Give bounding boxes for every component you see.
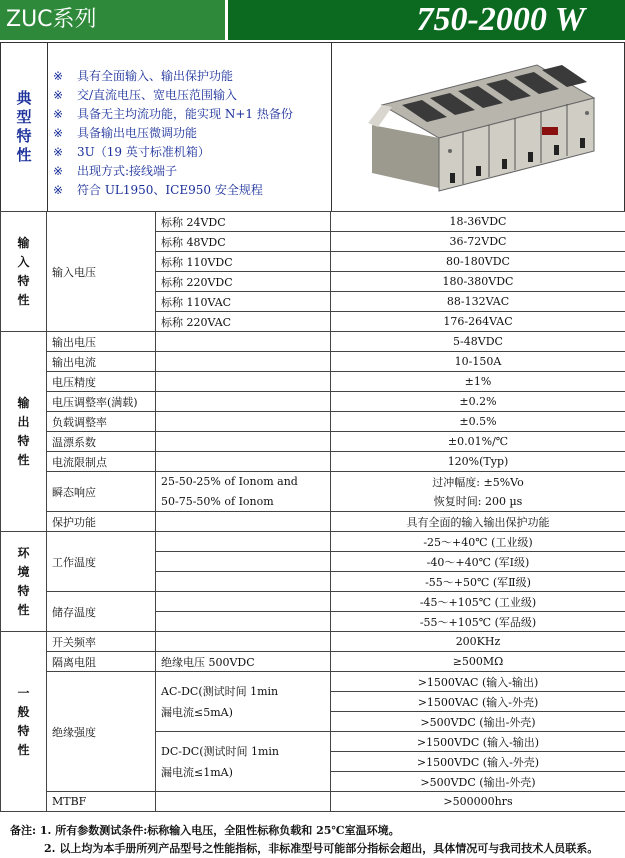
output-group-label xyxy=(1,332,47,532)
table-row xyxy=(1,332,625,352)
condition-cell xyxy=(156,432,331,452)
features-list xyxy=(53,67,333,200)
table-row xyxy=(1,652,625,672)
value-cell: 180-380VDC xyxy=(331,272,625,292)
table-row xyxy=(1,472,625,492)
group-label-char: 特 xyxy=(17,584,29,598)
condition-line: DC-DC(测试时间 1min xyxy=(161,745,279,758)
value-cell: >1500VDC (输入-外壳) xyxy=(331,752,625,772)
value-cell: ±0.01%/℃ xyxy=(331,432,625,452)
condition-cell: 50-75-50% of Ionom xyxy=(156,492,331,512)
table-row xyxy=(1,672,625,692)
value-cell: >500000hrs xyxy=(331,792,625,812)
footnote-text: 2. 以上均为本手册所列产品型号之性能指标，非标准型号可能部分指标会超出，具体情况可与我司技术人员联系。 xyxy=(44,842,598,855)
param-name: 隔离电阻 xyxy=(47,652,156,672)
footnote-1 xyxy=(10,822,598,840)
value-cell: >500VDC (输出-外壳) xyxy=(331,772,625,792)
bullet-mark: ※ xyxy=(53,124,77,143)
condition-cell xyxy=(156,392,331,412)
table-row xyxy=(1,212,625,232)
value-cell: -45～+105℃ (工业级) xyxy=(331,592,625,612)
condition-cell xyxy=(156,452,331,472)
value-cell: 具有全面的输入输出保护功能 xyxy=(331,512,625,532)
table-row xyxy=(1,392,625,412)
condition-cell xyxy=(156,672,331,732)
group-label-char: 特 xyxy=(17,724,29,738)
table-row xyxy=(1,352,625,372)
table-row xyxy=(1,372,625,392)
bullet-mark: ※ xyxy=(53,105,77,124)
condition-cell xyxy=(156,412,331,432)
group-label-char: 境 xyxy=(17,565,29,579)
feature-text: 具有全面输入、输出保护功能 xyxy=(77,69,233,83)
features-label xyxy=(1,43,48,211)
feature-text: 具备无主均流功能，能实现 N+1 热备份 xyxy=(77,107,293,121)
param-name: MTBF xyxy=(47,792,156,812)
condition-cell xyxy=(156,632,331,652)
group-label-char: 性 xyxy=(17,293,29,307)
condition-line: AC-DC(测试时间 1min xyxy=(161,685,278,698)
condition-cell xyxy=(156,552,331,572)
feature-text: 交/直流电压、宽电压范围输入 xyxy=(77,88,237,102)
footnote-2 xyxy=(10,840,598,858)
value-cell: -55～+105℃ (军品级) xyxy=(331,612,625,632)
condition-cell xyxy=(156,532,331,552)
value-cell: ≥500MΩ xyxy=(331,652,625,672)
bullet-mark: ※ xyxy=(53,86,77,105)
feature-item xyxy=(53,143,333,162)
footnote-prefix: 备注: xyxy=(10,824,36,837)
table-row xyxy=(1,412,625,432)
condition-cell xyxy=(156,572,331,592)
table-row xyxy=(1,452,625,472)
value-cell: ±0.5% xyxy=(331,412,625,432)
condition-cell: 绝缘电压 500VDC xyxy=(156,652,331,672)
input-group-label xyxy=(1,212,47,332)
param-name: 绝缘强度 xyxy=(47,672,156,792)
param-name: 保护功能 xyxy=(47,512,156,532)
value-cell: 18-36VDC xyxy=(331,212,625,232)
group-label-char: 般 xyxy=(17,705,29,719)
group-label-char: 性 xyxy=(17,603,29,617)
product-image xyxy=(332,43,625,211)
group-label-char: 特 xyxy=(17,434,29,448)
group-label-char: 环 xyxy=(17,546,29,560)
param-name: 瞬态响应 xyxy=(47,472,156,512)
value-cell: 10-150A xyxy=(331,352,625,372)
condition-cell: 25-50-25% of Ionom and xyxy=(156,472,331,492)
param-name: 输出电流 xyxy=(47,352,156,372)
condition-cell: 标称 110VAC xyxy=(156,292,331,312)
value-cell: 36-72VDC xyxy=(331,232,625,252)
footnotes xyxy=(10,822,598,858)
table-row xyxy=(1,632,625,652)
group-label-char: 出 xyxy=(17,415,29,429)
value-cell: 5-48VDC xyxy=(331,332,625,352)
condition-cell xyxy=(156,792,331,812)
param-name: 输出电压 xyxy=(47,332,156,352)
value-cell: ±1% xyxy=(331,372,625,392)
feature-text: 具备输出电压微调功能 xyxy=(77,126,197,140)
feature-item xyxy=(53,162,333,181)
features-label-char: 典 xyxy=(16,89,31,108)
condition-line: 漏电流≤5mA) xyxy=(161,706,233,719)
header-divider xyxy=(225,0,228,40)
condition-cell xyxy=(156,732,331,792)
bullet-mark: ※ xyxy=(53,162,77,181)
feature-item xyxy=(53,105,333,124)
value-cell: 过冲幅度: ±5%Vo xyxy=(331,472,625,492)
param-name: 输入电压 xyxy=(47,212,156,332)
value-cell: 恢复时间: 200 µs xyxy=(331,492,625,512)
group-label-char: 一 xyxy=(17,686,29,700)
param-name: 储存温度 xyxy=(47,592,156,632)
value-cell: -40～+40℃ (军Ⅰ级) xyxy=(331,552,625,572)
value-cell: 200KHz xyxy=(331,632,625,652)
feature-text: 符合 UL1950、ICE950 安全规程 xyxy=(77,183,263,197)
value-cell: 80-180VDC xyxy=(331,252,625,272)
value-cell: 88-132VAC xyxy=(331,292,625,312)
param-name: 温漂系数 xyxy=(47,432,156,452)
value-cell: >500VDC (输出-外壳) xyxy=(331,712,625,732)
header-bar xyxy=(0,0,625,40)
table-row xyxy=(1,532,625,552)
table-row xyxy=(1,512,625,532)
value-cell: 120%(Typ) xyxy=(331,452,625,472)
bullet-mark: ※ xyxy=(53,67,77,86)
spec-table xyxy=(0,211,625,812)
group-label-char: 输 xyxy=(17,236,29,250)
value-cell: >1500VAC (输入-外壳) xyxy=(331,692,625,712)
condition-cell: 标称 220VDC xyxy=(156,272,331,292)
product-image-cell xyxy=(331,43,625,211)
condition-cell: 标称 48VDC xyxy=(156,232,331,252)
footnote-text: 1. 所有参数测试条件:标称输入电压，全阻性标称负载和 25℃室温环境。 xyxy=(40,824,400,837)
features-section xyxy=(0,42,625,212)
condition-cell: 标称 220VAC xyxy=(156,312,331,332)
feature-item xyxy=(53,181,333,200)
group-label-char: 性 xyxy=(17,743,29,757)
table-row xyxy=(1,792,625,812)
condition-line: 漏电流≤1mA) xyxy=(161,766,233,779)
feature-item xyxy=(53,124,333,143)
condition-cell xyxy=(156,372,331,392)
param-name: 负载调整率 xyxy=(47,412,156,432)
condition-cell: 标称 110VDC xyxy=(156,252,331,272)
bullet-mark: ※ xyxy=(53,143,77,162)
param-name: 电压调整率(满载) xyxy=(47,392,156,412)
param-name: 工作温度 xyxy=(47,532,156,592)
param-name: 电压精度 xyxy=(47,372,156,392)
features-label-char: 性 xyxy=(16,146,31,165)
feature-item xyxy=(53,86,333,105)
group-label-char: 特 xyxy=(17,274,29,288)
value-cell: >1500VDC (输入-输出) xyxy=(331,732,625,752)
bullet-mark: ※ xyxy=(53,181,77,200)
group-label-char: 输 xyxy=(17,396,29,410)
feature-text: 出现方式:接线端子 xyxy=(77,164,177,178)
env-group-label xyxy=(1,532,47,632)
condition-cell: 标称 24VDC xyxy=(156,212,331,232)
param-name: 电流限制点 xyxy=(47,452,156,472)
group-label-char: 入 xyxy=(17,255,29,269)
table-row xyxy=(1,592,625,612)
condition-cell xyxy=(156,352,331,372)
feature-item xyxy=(53,67,333,86)
condition-cell xyxy=(156,612,331,632)
power-range-title: 750-2000 W xyxy=(225,0,625,40)
condition-cell xyxy=(156,512,331,532)
value-cell: -25～+40℃ (工业级) xyxy=(331,532,625,552)
features-label-char: 型 xyxy=(16,108,31,127)
series-title: ZUC系列 xyxy=(0,0,225,40)
condition-cell xyxy=(156,332,331,352)
general-group-label xyxy=(1,632,47,812)
condition-cell xyxy=(156,592,331,612)
group-label-char: 性 xyxy=(17,453,29,467)
param-name: 开关频率 xyxy=(47,632,156,652)
feature-text: 3U（19 英寸标准机箱） xyxy=(77,145,210,159)
value-cell: 176-264VAC xyxy=(331,312,625,332)
table-row xyxy=(1,432,625,452)
value-cell: -55～+50℃ (军Ⅱ级) xyxy=(331,572,625,592)
features-label-char: 特 xyxy=(16,127,31,146)
value-cell: >1500VAC (输入-输出) xyxy=(331,672,625,692)
value-cell: ±0.2% xyxy=(331,392,625,412)
